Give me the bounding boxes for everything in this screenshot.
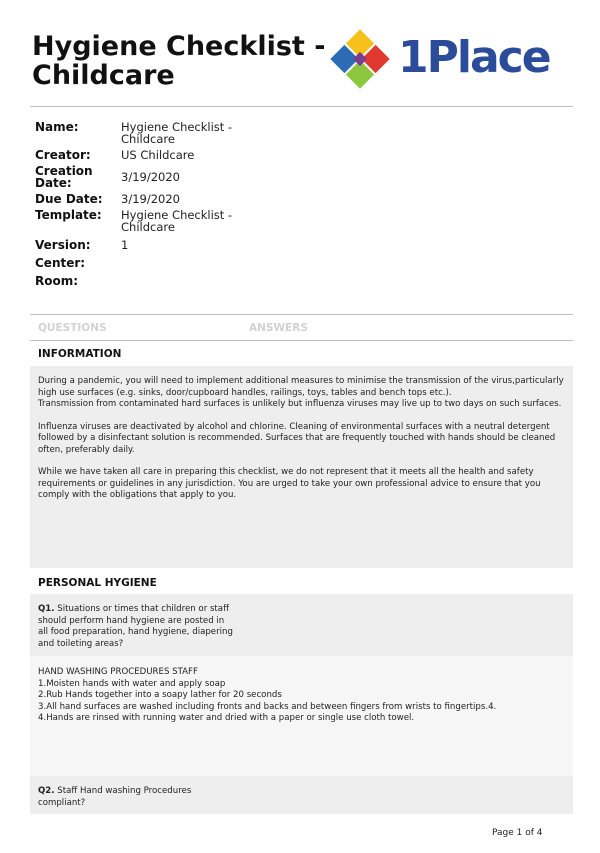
- meta-label: Creation Date:: [35, 164, 93, 190]
- questions-column-header: QUESTIONS: [38, 322, 107, 334]
- meta-label: Room:: [35, 274, 79, 288]
- table-top-divider: [30, 314, 573, 315]
- meta-label: Due Date:: [35, 192, 103, 206]
- information-heading: INFORMATION: [38, 348, 122, 360]
- procedures-text: HAND WASHING PROCEDURES STAFF 1.Moisten hands with water and apply soap 2.Rub Hands together into a soapy lather for 20 seconds 3.All hand surfaces are washed including fronts and backs and between fingers from wrists to fingertips.4. 4.Hands are rinsed with running water and dried with a paper or single use cloth towel.: [38, 667, 497, 723]
- column-headers: [38, 322, 558, 336]
- logo-wordmark: 1Place: [398, 32, 550, 83]
- meta-value: 3/19/2020: [121, 170, 180, 184]
- meta-row-creator: [35, 149, 555, 161]
- meta-label: Version:: [35, 238, 91, 252]
- meta-row-creation-date: [35, 165, 555, 189]
- logo-diamond-icon: [326, 27, 394, 91]
- question-text: Situations or times that children or staff should perform hand hygiene are posted in all food preparation, hand hygiene, diapering and toileting areas?: [38, 604, 233, 649]
- meta-row-version: [35, 239, 555, 251]
- page-title: Hygiene Checklist - Childcare: [32, 31, 326, 91]
- question-row: [30, 776, 573, 814]
- company-logo: [326, 27, 576, 91]
- personal-hygiene-heading: PERSONAL HYGIENE: [38, 577, 157, 589]
- checklist-details: [35, 121, 555, 291]
- information-paragraph-2: Influenza viruses are deactivated by alcohol and chlorine. Cleaning of environmental surfaces with a neutral detergent followed by a disinfectant solution is recommended. Surfaces that are frequently touched with hands should be cleaned often, preferably daily.: [38, 421, 556, 455]
- meta-row-room: [35, 275, 555, 287]
- information-box: [30, 366, 573, 568]
- page-number: Page 1 of 4: [492, 828, 543, 838]
- question-2: [38, 786, 565, 809]
- column-header-divider: [30, 340, 573, 341]
- meta-value: US Childcare: [121, 148, 195, 162]
- meta-label: Template:: [35, 208, 102, 222]
- question-number: Q2.: [38, 786, 55, 796]
- information-paragraph-3: While we have taken all care in preparing this checklist, we do not represent that it meets all the health and safety requirements or guidelines in any jurisdiction. You are urged to take your own professional advice to ensure that you comply with the obligations that apply to you.: [38, 467, 541, 500]
- question-text: Staff Hand washing Procedures compliant?: [38, 786, 192, 808]
- meta-row-name: [35, 121, 555, 145]
- meta-value: Hygiene Checklist - Childcare: [121, 208, 233, 234]
- question-number: Q1.: [38, 604, 55, 614]
- meta-row-due-date: [35, 193, 555, 205]
- header-divider: [30, 106, 573, 107]
- meta-value: 1: [121, 238, 129, 252]
- meta-label: Center:: [35, 256, 86, 270]
- meta-row-center: [35, 257, 555, 269]
- question-1: [38, 604, 565, 650]
- meta-value: Hygiene Checklist - Childcare: [121, 120, 233, 146]
- information-paragraph-1: During a pandemic, you will need to implement additional measures to minimise the transmission of the virus,particularly high use surfaces (e.g. sinks, door/cupboard handles, railings, toys, tables and bench tops etc.). Transmission from contaminated hard surfaces is unlikely but influenza viruses may live up to two days on such surfaces.: [38, 376, 564, 409]
- question-row: [30, 594, 573, 656]
- answers-column-header: ANSWERS: [249, 322, 308, 334]
- meta-label: Creator:: [35, 148, 91, 162]
- meta-value: [121, 275, 251, 287]
- meta-label: Name:: [35, 120, 79, 134]
- meta-value: [121, 257, 251, 269]
- meta-value: 3/19/2020: [121, 192, 180, 206]
- meta-row-template: [35, 209, 555, 233]
- procedures-note: [30, 656, 573, 776]
